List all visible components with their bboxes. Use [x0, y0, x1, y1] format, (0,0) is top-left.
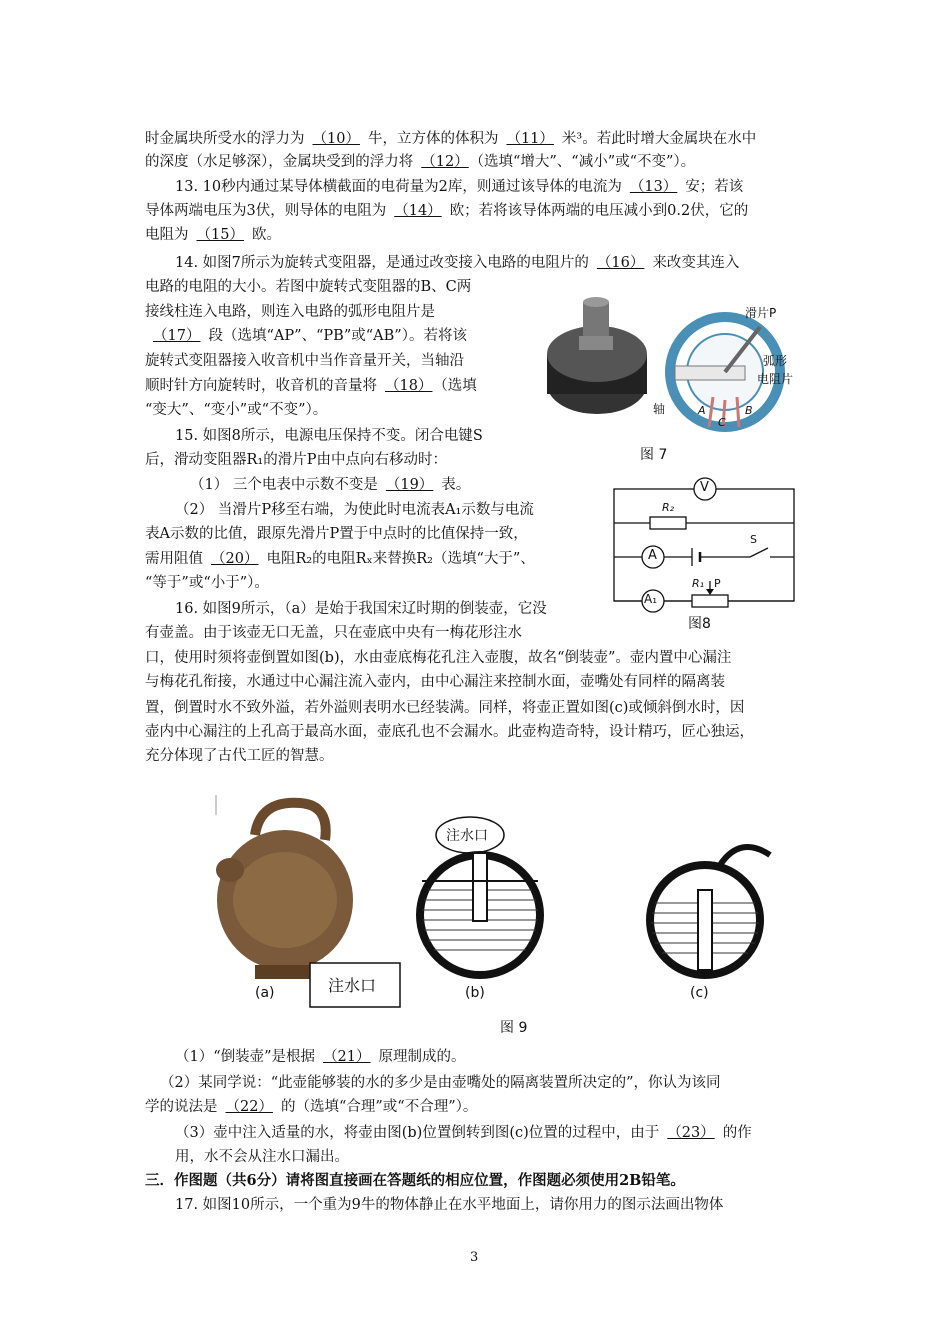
fig9-label-c: (c) [690, 985, 709, 1001]
text-line [145, 721, 754, 743]
text-line [145, 1170, 685, 1192]
text-run: 需用阻值 [145, 551, 203, 567]
text-line [145, 523, 528, 545]
blank-answer: （13） [629, 179, 678, 195]
blank-answer: （18） [385, 378, 433, 394]
text-run: 时金属块所受水的浮力为 [145, 131, 305, 147]
text-line [175, 176, 743, 198]
text-run: 安；若该 [685, 179, 744, 195]
fig8-caption: 图8 [688, 616, 711, 632]
blank-answer: （17） [153, 328, 201, 344]
text-run: 充分体现了古代工匠的智慧。 [145, 748, 334, 764]
text-run: （选填“增大”、“减小”或“不变”）。 [476, 154, 696, 170]
text-line [145, 572, 269, 594]
fig8-V-label: V [700, 480, 709, 495]
fig8-R2-label: R₂ [662, 501, 675, 514]
text-run: 16. 如图9所示，（a）是始于我国宋辽时期的倒装壶，它没 [175, 601, 547, 617]
fig9-inlet-label-a: 注水口 [328, 976, 377, 995]
text-run: 接线柱连入电路，则连入电路的弧形电阻片是 [145, 304, 435, 320]
text-run: 来改变其连入 [652, 255, 740, 271]
text-line [145, 697, 744, 719]
text-run: （3）壶中注入适量的水，将壶由图(b)位置倒转到图(c)位置的过程中，由于 [175, 1125, 660, 1141]
text-run: （1）“倒装壶”是根据 [175, 1049, 316, 1065]
text-line [145, 449, 447, 471]
text-run: 学的说法是 [145, 1099, 218, 1115]
text-line [175, 425, 483, 447]
figure-7 [535, 292, 805, 468]
text-run: 三．作图题（共6分）请将图直接画在答题纸的相应位置，作图题必须使用2B铅笔。 [145, 1172, 685, 1189]
fig9-label-a: (a) [255, 985, 275, 1001]
fig9-label-b: (b) [465, 985, 485, 1001]
text-line [145, 399, 327, 421]
fig9-caption: 图 9 [500, 1020, 528, 1036]
text-run: 原理制成的。 [378, 1049, 466, 1065]
text-line [145, 671, 725, 693]
blank-answer: （10） [312, 131, 360, 147]
text-run: 段（选填“AP”、“PB”或“AB”）。若将该 [208, 328, 467, 344]
text-run: 17. 如图10所示，一个重为9牛的物体静止在水平地面上，请你用力的图示法画出物体 [175, 1197, 724, 1213]
text-line [145, 200, 748, 222]
text-run: 电路的电阻的大小。若图中旋转式变阻器的B、C两 [145, 279, 472, 295]
fig9-inlet-label-b: 注水口 [446, 828, 488, 844]
page-number: 3 [470, 1250, 479, 1265]
text-run: 14. 如图7所示为旋转式变阻器，是通过改变接入电路的电阻片的 [175, 255, 589, 271]
text-run: 米³。若此时增大金属块在水中 [561, 131, 757, 147]
blank-answer: （11） [506, 131, 554, 147]
text-run: 置，倒置时水不致外溢，若外溢则表明水已经装满。同样，将壶正置如图(c)或倾斜倒水时，因 [145, 700, 745, 716]
text-line [145, 325, 467, 347]
text-run: 表。 [441, 477, 471, 493]
text-run: 牛，立方体的体积为 [367, 131, 499, 147]
fig7-B-label: B [745, 404, 753, 417]
fig8-S-label: S [750, 533, 757, 546]
blank-answer: （12） [421, 154, 469, 170]
fig8-R1-label: R₁ [692, 577, 705, 590]
text-run: 与梅花孔衔接，水通过中心漏注流入壶内，由中心漏注来控制水面，壶嘴处有同样的隔离装 [145, 674, 725, 690]
fig8-A-label: A [648, 548, 657, 563]
text-run: 导体两端电压为3伏，则导体的电阻为 [145, 203, 387, 219]
text-line [145, 301, 435, 323]
text-line [160, 1072, 721, 1094]
text-run: 表A示数的比值，跟原先滑片P置于中点时的比值保持一致， [145, 526, 528, 542]
text-line [175, 1122, 752, 1144]
text-line [145, 224, 281, 246]
blank-answer: （16） [596, 255, 645, 271]
text-line [175, 598, 547, 620]
figure-8 [610, 475, 800, 635]
text-run: 的深度（水足够深），金属块受到的浮力将 [145, 154, 414, 170]
text-run: 欧；若将该导体两端的电压减小到0.2伏，它的 [449, 203, 749, 219]
text-run: 后，滑动变阻器R₁的滑片P由中点向右移动时： [145, 452, 447, 468]
text-run: 13. 10秒内通过某导体横截面的电荷量为2库，则通过该导体的电流为 [175, 179, 622, 195]
text-run: 壶内中心漏注的上孔高于最高水面，壶底孔也不会漏水。此壶构造奇特，设计精巧，匠心独运， [145, 724, 754, 740]
text-run: （1） 三个电表中示数不变是 [190, 477, 378, 493]
text-run: 电阻为 [145, 227, 189, 243]
fig8-A1-label: A₁ [644, 592, 658, 606]
text-line [145, 1096, 477, 1118]
fig7-caption: 图 7 [640, 447, 668, 463]
fig7-arc-label: 弧形 [763, 354, 788, 368]
fig7-C-label: C [718, 416, 726, 429]
text-line [175, 1194, 723, 1216]
text-run: 顺时针方向旋转时，收音机的音量将 [145, 378, 377, 394]
text-run: 旋转式变阻器接入收音机中当作音量开关，当轴沿 [145, 353, 464, 369]
blank-answer: （14） [394, 203, 442, 219]
fig7-arc-label-2: 电阻片 [757, 372, 794, 386]
blank-answer: （23） [667, 1125, 715, 1141]
text-run: 用，水不会从注水口漏出。 [175, 1149, 349, 1165]
text-line [175, 499, 534, 521]
text-run: “等于”或“小于”）。 [145, 575, 269, 591]
blank-answer: （19） [385, 477, 434, 493]
blank-answer: （22） [225, 1099, 273, 1115]
text-line [145, 276, 471, 298]
text-run: （选填 [440, 378, 477, 394]
text-line [175, 252, 739, 274]
text-line [145, 128, 756, 150]
text-run: 欧。 [251, 227, 281, 243]
text-line [175, 1146, 349, 1168]
fig7-A-label: A [698, 404, 706, 417]
fig7-axis-label: 轴 [653, 402, 666, 416]
text-line [145, 745, 334, 767]
text-run: 的作 [722, 1125, 752, 1141]
fig7-slider-label: 滑片P [745, 306, 777, 320]
text-run: （2）某同学说：“此壶能够装的水的多少是由壶嘴处的隔离装置所决定的”，你认为该同 [160, 1075, 721, 1091]
text-line [175, 1046, 466, 1068]
blank-answer: （21） [323, 1049, 371, 1065]
text-run: 口，使用时须将壶倒置如图(b)，水由壶底梅花孔注入壶腹，故名“倒装壶”。壶内置中心漏注 [145, 650, 732, 666]
text-line [145, 375, 477, 397]
figure-9 [160, 795, 790, 1040]
text-run: （2） 当滑片P移至右端，为使此时电流表A₁示数与电流 [175, 502, 534, 518]
text-line [145, 151, 695, 173]
text-line [145, 622, 522, 644]
text-line [190, 474, 470, 496]
blank-answer: （15） [196, 227, 244, 243]
text-line [145, 647, 731, 669]
text-run: “变大”、“变小”或“不变”）。 [145, 402, 328, 418]
text-run: 电阻R₂的电阻Rₓ来替换R₂（选填“大于”、 [266, 551, 535, 567]
fig8-P-label: P [714, 577, 721, 590]
text-line [145, 548, 535, 570]
text-run: 有壶盖。由于该壶无口无盖，只在壶底中央有一梅花形注水 [145, 625, 522, 641]
blank-answer: （20） [211, 551, 259, 567]
text-run: 15. 如图8所示，电源电压保持不变。闭合电键S [175, 428, 483, 444]
text-run: 的（选填“合理”或“不合理”）。 [280, 1099, 478, 1115]
text-line [145, 350, 464, 372]
